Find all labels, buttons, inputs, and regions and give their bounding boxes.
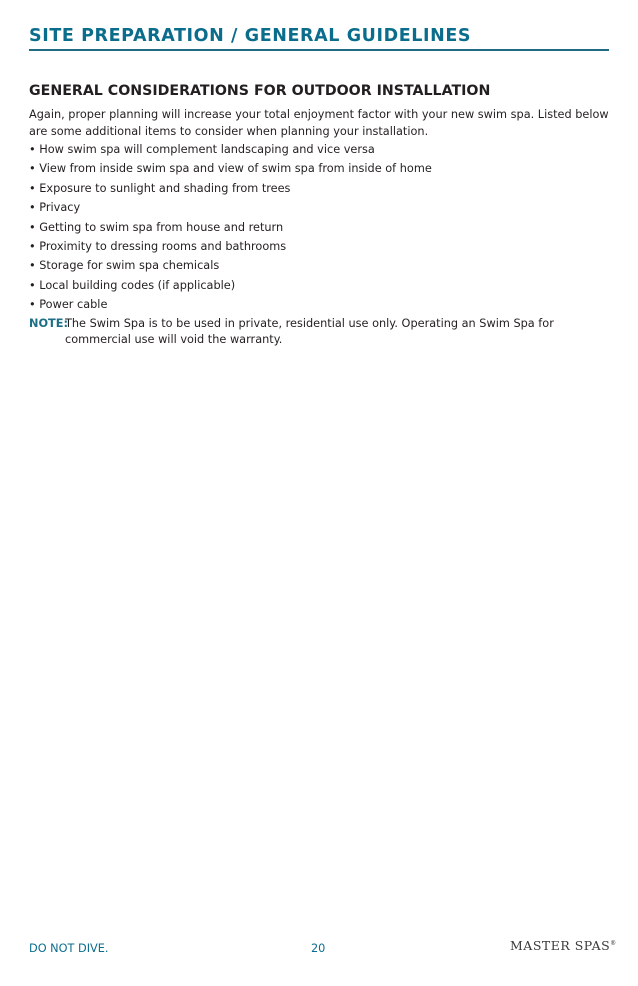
- note-text: The Swim Spa is to be used in private, residential use only. Operating an Swim Spa for commercial use will void the warranty.: [65, 317, 554, 346]
- list-item: • Storage for swim spa chemicals: [29, 259, 220, 273]
- considerations-list: [29, 140, 432, 315]
- brand-name: MASTER SPAS: [510, 938, 611, 953]
- list-item: • Exposure to sunlight and shading from trees: [29, 181, 291, 195]
- section-heading: GENERAL CONSIDERATIONS FOR OUTDOOR INSTALLATION: [29, 83, 491, 99]
- list-item: • Privacy: [29, 201, 81, 215]
- footer-warning: DO NOT DIVE.: [29, 942, 109, 955]
- note-block: [29, 316, 589, 347]
- brand-logo: [510, 938, 617, 953]
- title-divider: [29, 49, 609, 51]
- list-item: • Proximity to dressing rooms and bathrooms: [29, 240, 287, 254]
- intro-paragraph: Again, proper planning will increase your total enjoyment factor with your new swim spa. Listed below are some additional items to consider when planning your installation.: [29, 108, 609, 138]
- list-item: • Getting to swim spa from house and return: [29, 220, 284, 234]
- page-title: SITE PREPARATION / GENERAL GUIDELINES: [29, 26, 472, 46]
- registered-mark: ®: [610, 939, 617, 947]
- page-number: 20: [311, 942, 326, 955]
- list-item: • Local building codes (if applicable): [29, 278, 236, 292]
- note-label: NOTE:: [29, 317, 68, 330]
- list-item: • Power cable: [29, 298, 108, 312]
- list-item: • View from inside swim spa and view of swim spa from inside of home: [29, 162, 432, 176]
- list-item: • How swim spa will complement landscaping and vice versa: [29, 143, 375, 156]
